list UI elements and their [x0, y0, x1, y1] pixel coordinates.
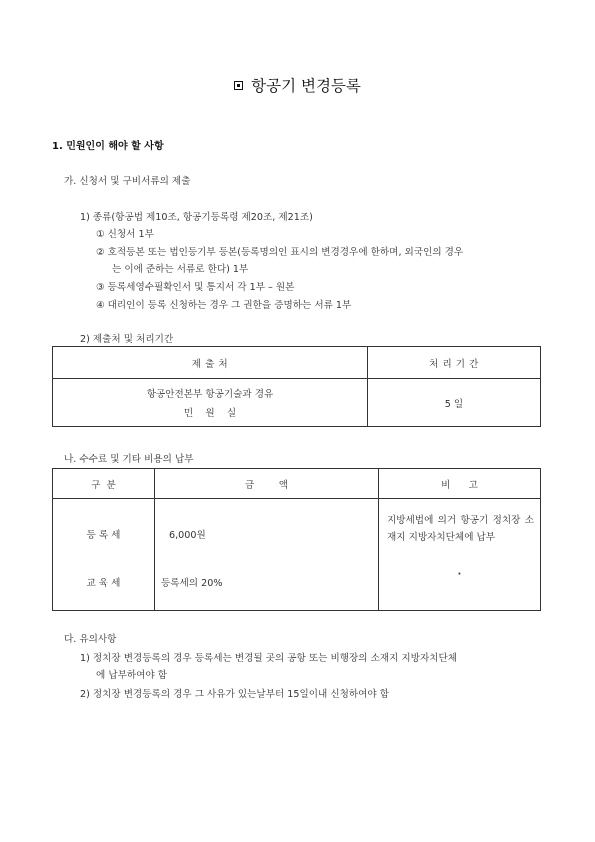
- page-title: 항공기 변경등록: [0, 74, 595, 96]
- doc-item-2-continued: 는 이에 준하는 서류로 한다) 1부: [112, 264, 249, 275]
- caution-note-1-continued: 에 납부하여야 함: [96, 670, 167, 681]
- period-cell: 5 일: [368, 379, 541, 427]
- doc-item-3: ③ 등록세영수필확인서 및 통지서 각 1부 – 원본: [96, 282, 295, 293]
- fees-header-amount: 금 액: [155, 469, 379, 499]
- fee-amount-education: 등록세의 20%: [155, 569, 379, 611]
- doc-item-2: ② 호적등본 또는 법인등기부 등본(등록명의인 표시의 변경경우에 한하며, 외국인의 경우: [96, 247, 464, 258]
- subsection-na-heading: 나. 수수료 및 기타 비용의 납부: [64, 454, 194, 465]
- item1-heading: 1) 종류(항공법 제10조, 항공기등록령 제20조, 제21조): [80, 212, 313, 223]
- fee-note-registration: 지방세법에 의거 항공기 정치장 소재지 지방자치단체에 납부: [379, 499, 541, 569]
- fee-category-registration: 등 록 세: [53, 499, 155, 569]
- caution-note-2: 2) 정치장 변경등록의 경우 그 사유가 있는날부터 15일이내 신청하여야 함: [80, 689, 389, 700]
- caution-note-1: 1) 정치장 변경등록의 경우 등록세는 변경될 곳의 공항 또는 비행장의 소재지 지방자치단체: [80, 653, 458, 664]
- subsection-ga-heading: 가. 신청서 및 구비서류의 제출: [64, 176, 191, 187]
- square-bullet-icon: [234, 81, 243, 90]
- section-heading: 1. 민원인이 해야 할 사항: [52, 141, 164, 152]
- doc-item-1: ① 신청서 1부: [96, 229, 154, 240]
- fee-note-education: ·: [379, 569, 541, 611]
- fees-table: [52, 468, 541, 611]
- doc-item-4: ④ 대리인이 등록 신청하는 경우 그 권한을 증명하는 서류 1부: [96, 300, 352, 311]
- office-line-2: 민 원 실: [183, 408, 237, 419]
- office-cell: [53, 379, 368, 427]
- fee-category-education: 교 육 세: [53, 569, 155, 611]
- fees-header-category: 구 분: [53, 469, 155, 499]
- subsection-da-heading: 다. 유의사항: [64, 634, 117, 645]
- table-header-period: 처 리 기 간: [368, 347, 541, 379]
- fee-amount-registration: 6,000원: [155, 499, 379, 569]
- fees-header-note: 비 고: [379, 469, 541, 499]
- submission-table: [52, 346, 541, 427]
- item2-heading: 2) 제출처 및 처리기간: [80, 334, 174, 345]
- office-line-1: 항공안전본부 항공기술과 경유: [146, 389, 274, 400]
- table-header-office: 제 출 처: [53, 347, 368, 379]
